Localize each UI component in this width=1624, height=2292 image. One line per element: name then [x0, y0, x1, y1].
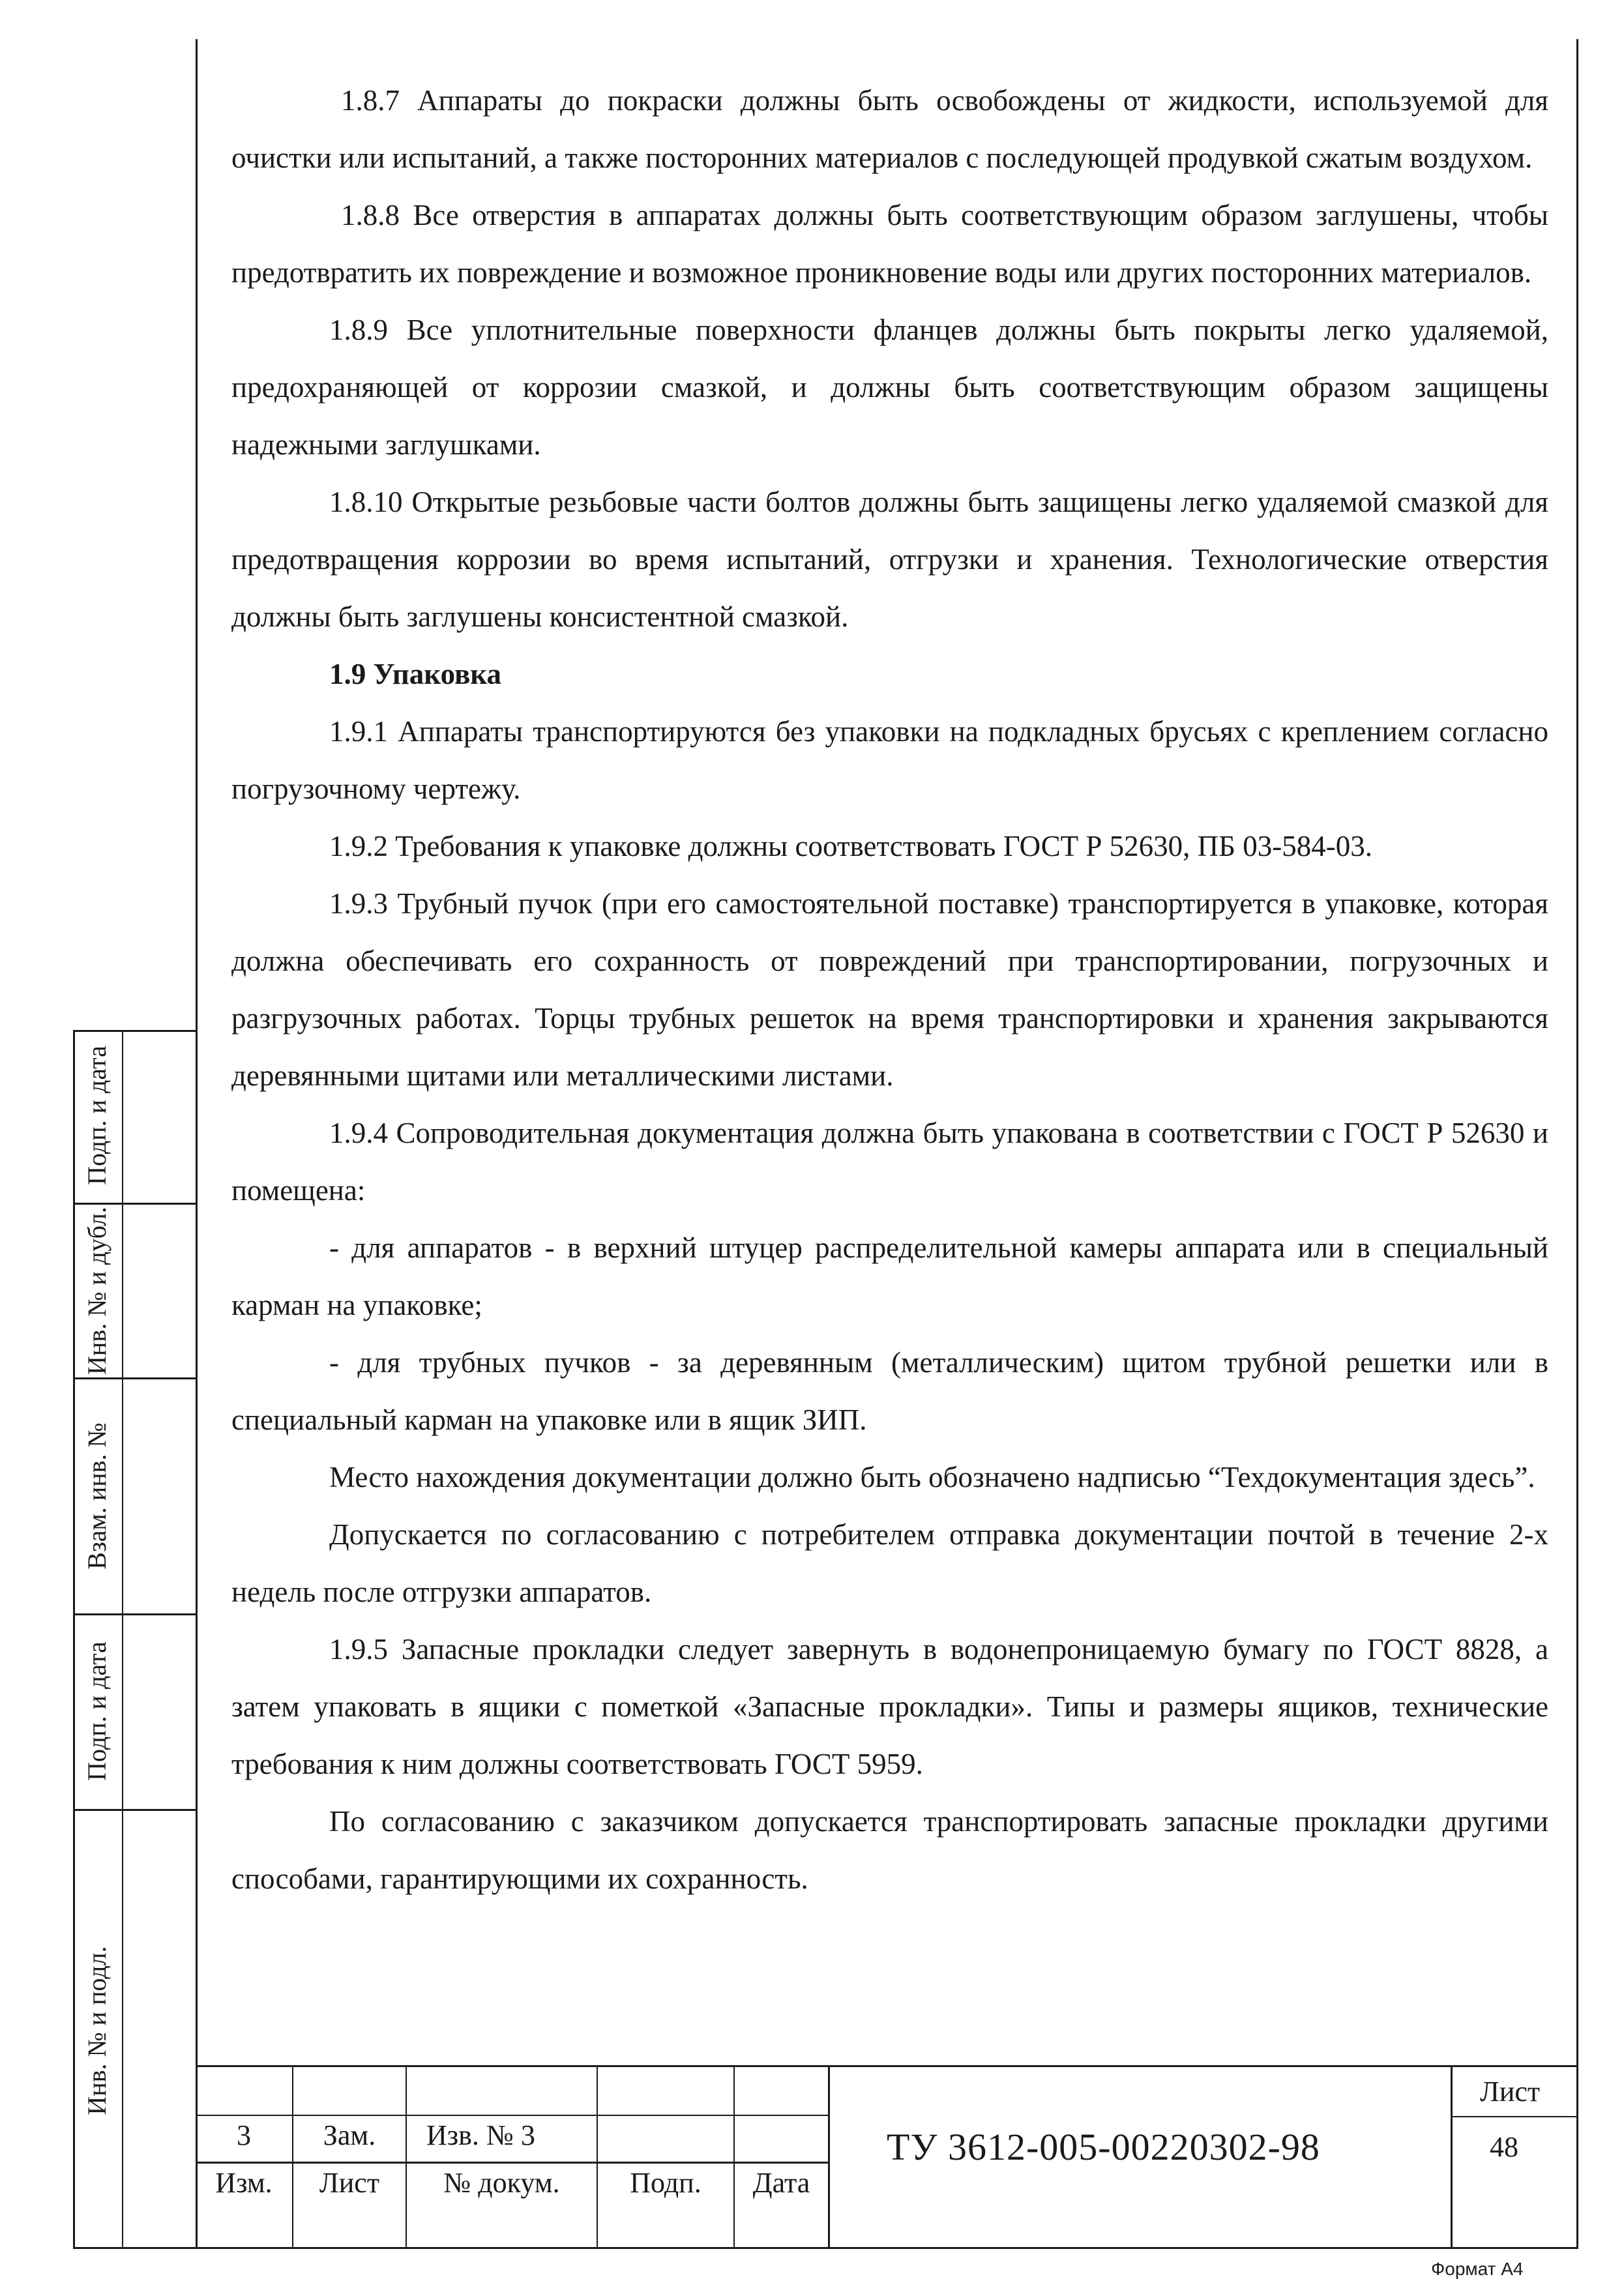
- section-heading-1-9: 1.9 Упаковка: [329, 658, 502, 690]
- frame-left-line: [196, 39, 198, 2249]
- page-body: [231, 72, 1548, 1907]
- header-document-number: № докум.: [443, 2167, 560, 2199]
- header-sheet: Лист: [319, 2167, 380, 2199]
- sheet-number: 48: [1490, 2131, 1518, 2163]
- frame-right-line: [1576, 39, 1578, 2249]
- paragraph-1-9-5: 1.9.5 Запасные прокладки следует завернуть в водонепроницаемую бумагу по ГОСТ 8828, а затем упаковать в ящики с пометкой «Запасные прокладки». Типы и размеры ящиков, технические требования к ним должны соответствовать ГОСТ 5959.: [231, 1633, 1548, 1780]
- paragraph-1-9-3: 1.9.3 Трубный пучок (при его самостоятельной поставке) транспортируется в упаковке, которая должна обеспечивать его сохранность от повреждений при транспортировании, погрузочных и разгрузочных работах. Торцы трубных решеток на время транспортировки и хранения закрываются деревянными щитами или металлическими листами.: [231, 887, 1548, 1092]
- paragraph-doc-marking: Место нахождения документации должно быть обозначено надписью “Техдокументация здесь”.: [329, 1461, 1535, 1493]
- document-code: ТУ 3612-005-00220302-98: [887, 2126, 1320, 2168]
- paragraph-doc-mailing: Допускается по согласованию с потребителем отправка документации почтой в течение 2-х недель после отгрузки аппаратов.: [231, 1518, 1548, 1608]
- paragraph-1-8-10: 1.8.10 Открытые резьбовые части болтов должны быть защищены легко удаляемой смазкой для предотвращения коррозии во время испытаний, отгрузки и хранения. Технологические отверстия должны быть заглушены консистентной смазкой.: [231, 486, 1548, 633]
- frame-bottom-line: [73, 2247, 1578, 2249]
- paragraph-1-8-9: 1.8.9 Все уплотнительные поверхности фланцев должны быть покрыты легко удаляемой, предохраняющей от коррозии смазкой, и должны быть соответствующим образом защищены надежными заглушками.: [231, 314, 1548, 461]
- side-label-sign-date-1: Подп. и дата: [82, 1046, 111, 1185]
- paragraph-1-9-4: 1.9.4 Сопроводительная документация должна быть упакована в соответствии с ГОСТ Р 52630 и помещена:: [231, 1117, 1548, 1207]
- paragraph-1-8-7: 1.8.7 Аппараты до покраски должны быть освобождены от жидкости, используемой для очистки или испытаний, а также посторонних материалов с последующей продувкой сжатым воздухом.: [231, 84, 1548, 174]
- paragraph-1-9-1: 1.9.1 Аппараты транспортируются без упаковки на подкладных брусьях с креплением согласно погрузочному чертежу.: [231, 715, 1548, 805]
- side-label-replace-inv: Взам. инв. №: [82, 1422, 111, 1570]
- revision-notice-number: Изв. № 3: [426, 2119, 535, 2151]
- side-label-inv-dup: Инв. № и дубл.: [82, 1207, 111, 1375]
- paragraph-gasket-transport: По согласованию с заказчиком допускается транспортировать запасные прокладки другими способами, гарантирующими их сохранность.: [231, 1805, 1548, 1895]
- format-note: Формат А4: [1431, 2259, 1524, 2279]
- paragraph-apparatus-placement: - для аппаратов - в верхний штуцер распределительной камеры аппарата или в специальный карман на упаковке;: [231, 1231, 1548, 1321]
- header-date: Дата: [752, 2167, 810, 2199]
- revision-number: 3: [237, 2119, 251, 2151]
- side-label-sign-date-2: Подп. и дата: [82, 1641, 111, 1781]
- paragraph-bundle-placement: - для трубных пучков - за деревянным (металлическим) щитом трубной решетки или в специальный карман на упаковке или в ящик ЗИП.: [231, 1346, 1548, 1436]
- header-change: Изм.: [215, 2167, 273, 2199]
- side-label-inv-orig: Инв. № и подл.: [82, 1946, 111, 2115]
- sheet-label: Лист: [1480, 2076, 1541, 2108]
- paragraph-1-8-8: 1.8.8 Все отверстия в аппаратах должны быть соответствующим образом заглушены, чтобы предотвратить их повреждение и возможное проникновение воды или других посторонних материалов.: [231, 199, 1548, 289]
- header-signature: Подп.: [630, 2167, 701, 2199]
- paragraph-1-9-2: 1.9.2 Требования к упаковке должны соответствовать ГОСТ Р 52630, ПБ 03-584-03.: [329, 830, 1372, 862]
- revision-change-type: Зам.: [323, 2119, 376, 2151]
